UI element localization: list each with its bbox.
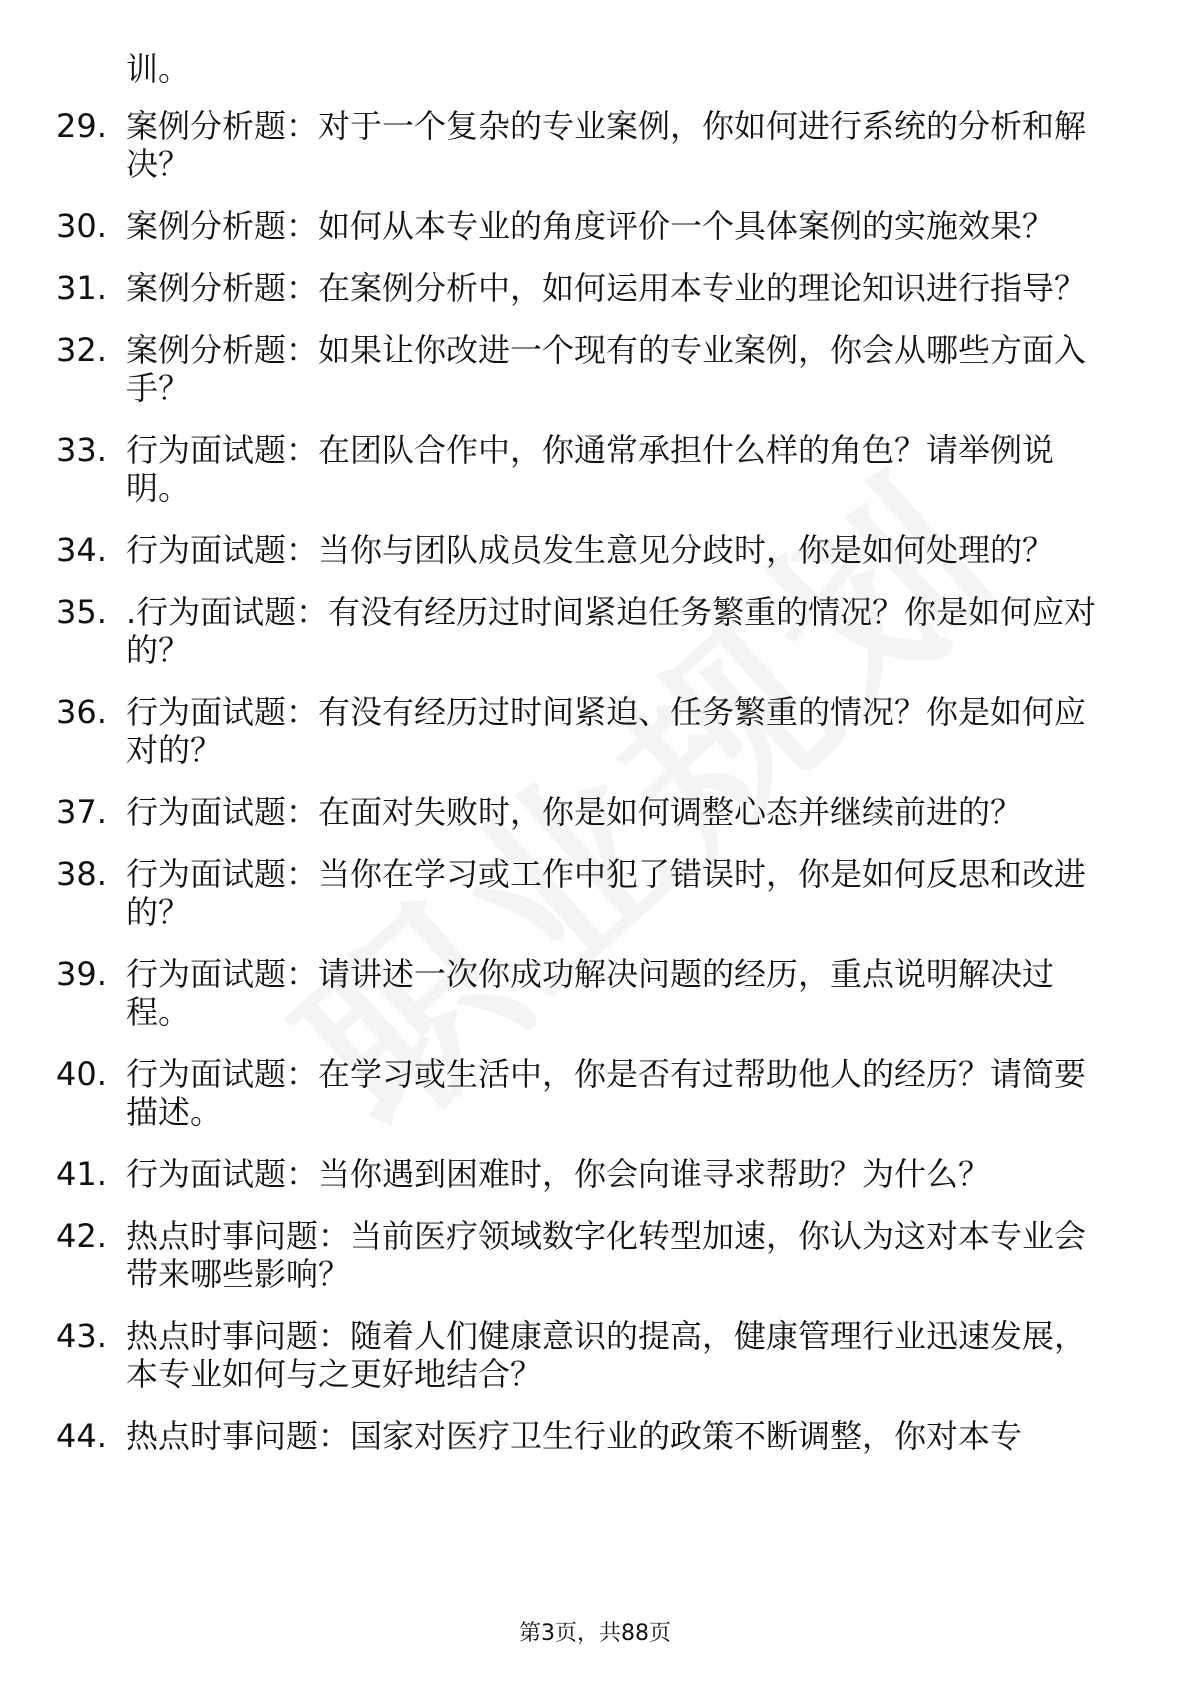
question-number: 37. [56, 793, 107, 831]
question-text: 行为面试题：在学习或生活中，你是否有过帮助他人的经历？请简要描述。 [126, 1055, 1087, 1131]
question-text: 热点时事问题：当前医疗领域数字化转型加速，你认为这对本专业会带来哪些影响？ [126, 1217, 1087, 1293]
question-item [0, 1217, 1190, 1293]
question-number: 29. [56, 107, 107, 145]
question-item [0, 1055, 1190, 1131]
question-text: 行为面试题：请讲述一次你成功解决问题的经历，重点说明解决过程。 [126, 955, 1055, 1031]
question-number: 30. [56, 207, 107, 245]
question-item [0, 107, 1190, 183]
question-text: 案例分析题：如果让你改进一个现有的专业案例，你会从哪些方面入手？ [126, 331, 1087, 407]
question-item [0, 269, 1190, 307]
question-item [0, 793, 1190, 831]
question-item [0, 431, 1190, 507]
question-item [0, 855, 1190, 931]
question-item [0, 955, 1190, 1031]
question-item [0, 207, 1190, 245]
question-text: 行为面试题：有没有经历过时间紧迫、任务繁重的情况？你是如何应对的？ [126, 693, 1087, 769]
question-text: 行为面试题：当你在学习或工作中犯了错误时，你是如何反思和改进的？ [126, 855, 1087, 931]
question-number: 39. [56, 955, 107, 993]
question-number: 38. [56, 855, 107, 893]
question-item [0, 693, 1190, 769]
question-text: 行为面试题：当你遇到困难时，你会向谁寻求帮助？为什么？ [126, 1155, 991, 1193]
question-number: 33. [56, 431, 107, 469]
question-item [0, 1317, 1190, 1393]
question-item [0, 1417, 1190, 1455]
question-number: 41. [56, 1155, 107, 1193]
question-number: 35. [56, 593, 107, 631]
question-text: .行为面试题：有没有经历过时间紧迫任务繁重的情况？你是如何应对的？ [126, 593, 1097, 669]
question-number: 36. [56, 693, 107, 731]
question-item [0, 331, 1190, 407]
question-number: 43. [56, 1317, 107, 1355]
page-footer: 第3页，共88页 [519, 1621, 671, 1646]
question-text: 行为面试题：在面对失败时，你是如何调整心态并继续前进的？ [126, 793, 1023, 831]
question-number: 32. [56, 331, 107, 369]
question-text: 案例分析题：如何从本专业的角度评价一个具体案例的实施效果？ [126, 207, 1055, 245]
question-item [0, 531, 1190, 569]
question-text: 案例分析题：在案例分析中，如何运用本专业的理论知识进行指导？ [126, 269, 1087, 307]
question-item [0, 593, 1190, 669]
question-text: 行为面试题：当你与团队成员发生意见分歧时，你是如何处理的？ [126, 531, 1055, 569]
question-list [0, 107, 1190, 1479]
question-number: 44. [56, 1417, 107, 1455]
question-number: 31. [56, 269, 107, 307]
question-text: 热点时事问题：国家对医疗卫生行业的政策不断调整，你对本专 [126, 1417, 1023, 1455]
question-text: 热点时事问题：随着人们健康意识的提高，健康管理行业迅速发展，本专业如何与之更好地结合？ [126, 1317, 1087, 1393]
question-number: 40. [56, 1055, 107, 1093]
question-number: 34. [56, 531, 107, 569]
continuation-text: 训。 [126, 50, 191, 88]
question-item [0, 1155, 1190, 1193]
question-text: 案例分析题：对于一个复杂的专业案例，你如何进行系统的分析和解决？ [126, 107, 1087, 183]
question-number: 42. [56, 1217, 107, 1255]
question-text: 行为面试题：在团队合作中，你通常承担什么样的角色？请举例说明。 [126, 431, 1055, 507]
